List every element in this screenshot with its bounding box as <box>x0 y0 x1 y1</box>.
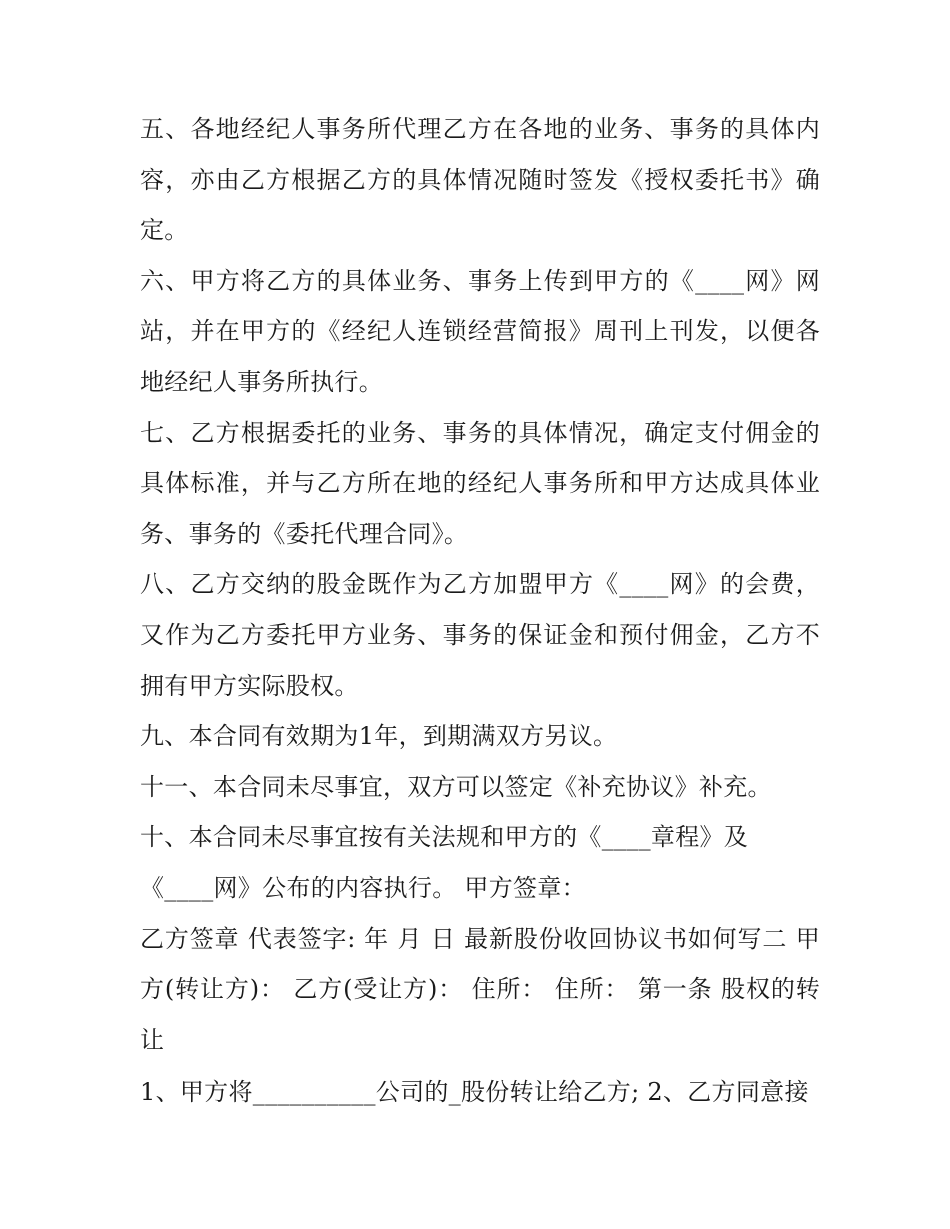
clause-10-paragraph: 十、本合同未尽事宜按有关法规和甲方的《____章程》及 <box>140 823 749 852</box>
clause-5-paragraph: 五、各地经纪人事务所代理乙方在各地的业务、事务的具体内容，亦由乙方根据乙方的具体情况随时签发《授权委托书》确定。 <box>140 115 820 245</box>
clause-11-paragraph: 十一、本合同未尽事宜，双方可以签定《补充协议》补充。 <box>140 772 772 801</box>
clause-7-paragraph: 七、乙方根据委托的业务、事务的具体情况，确定支付佣金的具体标准，并与乙方所在地的经纪人事务所和甲方达成具体业务、事务的《委托代理合同》。 <box>140 418 820 548</box>
party-b-signature-paragraph: 乙方签章 代表签字: 年 月 日 最新股份收回协议书如何写二 甲方(转让方)： 乙方(受让方)： 住所： 住所： 第一条 股权的转让 <box>140 924 820 1054</box>
clause-8-paragraph: 八、乙方交纳的股金既作为乙方加盟甲方《____网》的会费，又作为乙方委托甲方业务、事务的保证金和预付佣金，乙方不拥有甲方实际股权。 <box>140 570 820 700</box>
contract-text <box>140 104 820 1118</box>
party-a-signature-line: 《____网》公布的内容执行。 甲方签章： <box>140 873 586 902</box>
clause-9-paragraph: 九、本合同有效期为1年，到期满双方另议。 <box>140 722 618 751</box>
share-transfer-clause-line: 1、甲方将__________公司的_股份转让给乙方; 2、乙方同意接 <box>140 1078 809 1107</box>
clause-6-paragraph: 六、甲方将乙方的具体业务、事务上传到甲方的《____网》网站，并在甲方的《经纪人连锁经营简报》周刊上刊发，以便各地经纪人事务所执行。 <box>140 266 820 396</box>
